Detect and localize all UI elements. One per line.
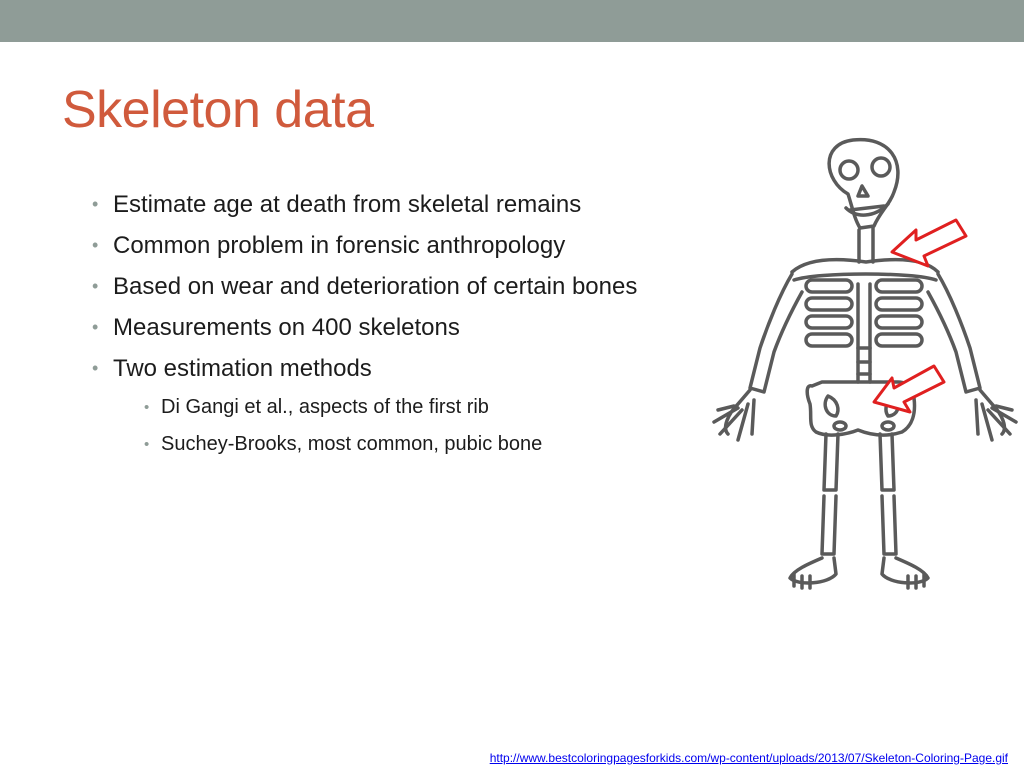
sub-bullet-item: • Suchey-Brooks, most common, pubic bone (144, 426, 637, 463)
slide-title: Skeleton data (62, 81, 374, 139)
bullet-item: • Measurements on 400 skeletons (92, 307, 637, 348)
bullet-item: • Based on wear and deterioration of certain bones (92, 266, 637, 307)
right-leg (880, 434, 928, 588)
bullet-list (92, 184, 637, 463)
bullet-item: • Common problem in forensic anthropology (92, 225, 637, 266)
skeleton-drawing-icon (698, 134, 1024, 602)
left-arm (714, 274, 802, 440)
top-banner (0, 0, 1024, 42)
sub-bullet-item: • Di Gangi et al., aspects of the first rib (144, 389, 637, 426)
sub-bullet-list (113, 389, 637, 463)
left-leg (790, 434, 838, 588)
skull-icon (829, 140, 898, 228)
neck (859, 228, 873, 262)
bullet-text: Two estimation methods (113, 355, 372, 382)
bullet-item-methods (92, 348, 637, 463)
spine (858, 284, 870, 382)
ribs-left (806, 280, 852, 346)
bullet-item: • Estimate age at death from skeletal remains (92, 184, 637, 225)
right-arm (928, 274, 1016, 440)
source-link[interactable]: http://www.bestcoloringpagesforkids.com/wp-content/uploads/2013/07/Skeleton-Coloring-Page.gif (489, 751, 1008, 765)
ribs-right (876, 280, 922, 346)
arrow-icon (874, 366, 944, 412)
